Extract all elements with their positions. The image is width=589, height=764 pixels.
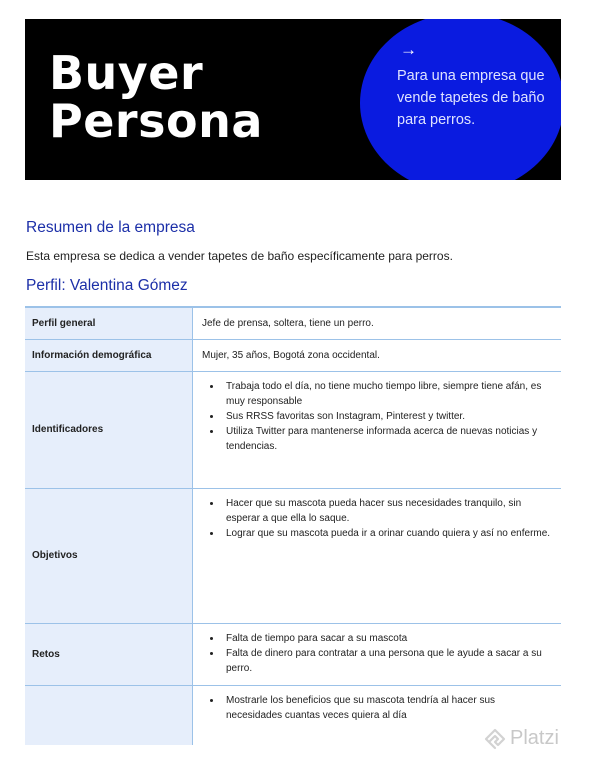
watermark-text: Platzi [510, 727, 559, 749]
arrow-right-icon: → [400, 40, 417, 59]
row-label-objetivos: Objetivos [25, 488, 193, 623]
table-row [25, 623, 561, 685]
list-item: • Mostrarle los beneficios que su mascota tendría al hacer sus necesidades cuantas veces quiera al día [222, 693, 553, 723]
list-item: • Lograr que su mascota pueda ir a orinar cuando quiera y así no enferme. [222, 526, 553, 541]
bullet-list [202, 379, 553, 454]
list-item: • Sus RRSS favoritas son Instagram, Pinterest y twitter. [222, 409, 553, 424]
list-item: • Trabaja todo el día, no tiene mucho tiempo libre, siempre tiene afán, es muy responsable [222, 379, 553, 409]
list-item: • Falta de dinero para contratar a una persona que le ayude a sacar a su perro. [222, 646, 553, 676]
row-label-demografica: Información demográfica [25, 339, 193, 371]
profile-heading: Perfil: Valentina Gómez [26, 277, 188, 294]
bullet-list [202, 631, 553, 676]
table-row [25, 371, 561, 488]
row-value-demografica: Mujer, 35 años, Bogotá zona occidental. [193, 339, 562, 371]
company-summary-heading: Resumen de la empresa [26, 219, 195, 236]
row-value-identificadores [193, 371, 562, 488]
bullet-list [202, 693, 553, 723]
header-tagline: Para una empresa que vende tapetes de baño para perros. [397, 68, 545, 128]
row-label-empty [25, 685, 193, 745]
list-item: • Falta de tiempo para sacar a su mascota [222, 631, 553, 646]
title-line-1: Buyer [49, 46, 204, 100]
bullet-list [202, 496, 553, 541]
title-line-2: Persona [49, 94, 263, 148]
page-title [49, 46, 263, 148]
row-label-retos: Retos [25, 623, 193, 685]
row-value-objetivos [193, 488, 562, 623]
company-summary-text: Esta empresa se dedica a vender tapetes de baño específicamente para perros. [26, 249, 453, 263]
header-banner [25, 19, 561, 180]
row-label-perfil-general: Perfil general [25, 307, 193, 339]
platzi-watermark [484, 727, 559, 750]
row-value-retos [193, 623, 562, 685]
row-value-perfil-general: Jefe de prensa, soltera, tiene un perro. [193, 307, 562, 339]
profile-table [25, 306, 561, 745]
list-item: • Hacer que su mascota pueda hacer sus necesidades tranquilo, sin esperar a que ella lo saque. [222, 496, 553, 526]
platzi-logo-icon [484, 728, 506, 750]
table-row [25, 339, 561, 371]
table-row [25, 488, 561, 623]
table-row [25, 307, 561, 339]
table-row [25, 685, 561, 745]
row-label-identificadores: Identificadores [25, 371, 193, 488]
list-item: • Utiliza Twitter para mantenerse informada acerca de nuevas noticias y tendencias. [222, 424, 553, 454]
